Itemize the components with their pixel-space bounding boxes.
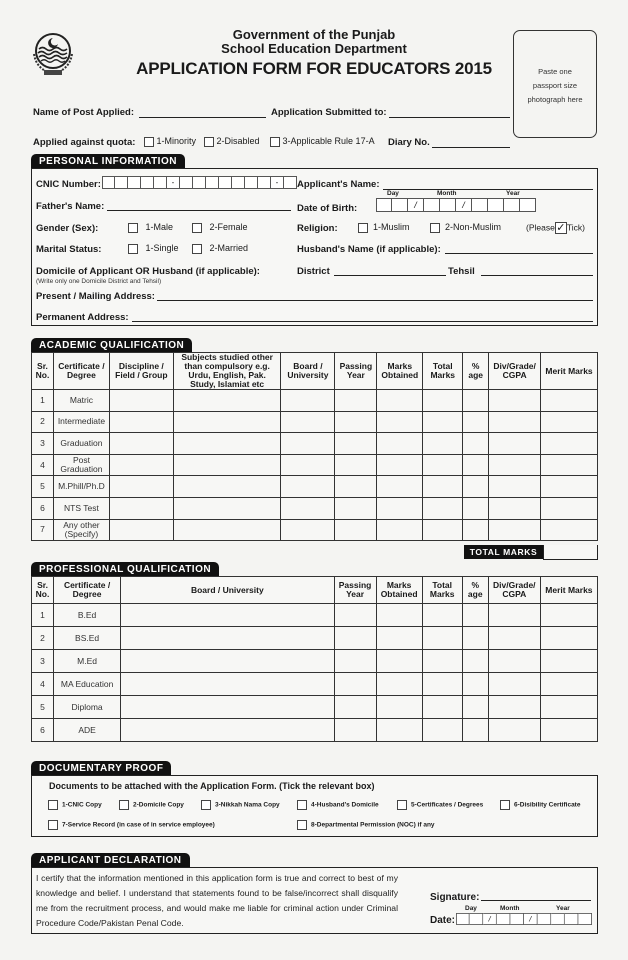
- entry-cell[interactable]: [173, 433, 281, 455]
- entry-cell[interactable]: [541, 519, 598, 541]
- col-header: Div/Grade/ CGPA: [488, 577, 540, 604]
- entry-cell[interactable]: [173, 497, 281, 519]
- religion-muslim-checkbox[interactable]: [358, 223, 368, 233]
- entry-cell[interactable]: [423, 476, 463, 498]
- dob-input[interactable]: [376, 198, 536, 217]
- entry-cell[interactable]: [540, 673, 597, 696]
- entry-cell[interactable]: [335, 390, 377, 412]
- dob-digit-cell[interactable]: [424, 198, 440, 212]
- col-header: Board / University: [281, 353, 335, 390]
- entry-cell[interactable]: [489, 433, 541, 455]
- quota-option-label: 1-Minority: [156, 136, 197, 146]
- dob-digit-cell[interactable]: [472, 198, 488, 212]
- entry-cell[interactable]: [335, 433, 377, 455]
- col-header: % age: [462, 577, 488, 604]
- tehsil-label: Tehsil: [448, 266, 475, 277]
- entry-cell[interactable]: [422, 673, 462, 696]
- cnic-digit-cell[interactable]: [232, 176, 245, 189]
- cnic-digit-cell[interactable]: [128, 176, 141, 189]
- declaration-date-digit-cell[interactable]: [497, 913, 511, 925]
- academic-row: [32, 390, 598, 412]
- entry-cell[interactable]: [377, 497, 423, 519]
- entry-cell[interactable]: [173, 476, 281, 498]
- entry-cell[interactable]: [462, 604, 488, 627]
- domicile-note: (Write only one Domicile District and Tehsil): [36, 278, 162, 285]
- cnic-digit-cell[interactable]: [193, 176, 206, 189]
- date-year-caption: Year: [556, 905, 570, 912]
- applicant-name-label: Applicant's Name:: [297, 179, 380, 190]
- declaration-date-digit-cell[interactable]: [538, 913, 552, 925]
- documentary-section-tab: DOCUMENTARY PROOF: [31, 761, 171, 775]
- entry-cell[interactable]: [540, 719, 597, 742]
- col-header: Div/Grade/ CGPA: [489, 353, 541, 390]
- professional-row: [32, 627, 598, 650]
- col-header: % age: [463, 353, 489, 390]
- entry-cell[interactable]: [423, 433, 463, 455]
- entry-cell[interactable]: [489, 390, 541, 412]
- entry-cell[interactable]: [463, 519, 489, 541]
- district-label: District: [297, 266, 330, 277]
- entry-cell[interactable]: [334, 650, 376, 673]
- dob-digit-cell[interactable]: [520, 198, 536, 212]
- declaration-date-digit-cell[interactable]: [551, 913, 565, 925]
- academic-table: [31, 352, 598, 541]
- entry-cell[interactable]: [121, 650, 334, 673]
- col-header: Sr. No.: [32, 577, 54, 604]
- doc-service-record-checkbox[interactable]: [48, 820, 58, 830]
- col-header: Board / University: [121, 577, 334, 604]
- cnic-digit-cell[interactable]: [102, 176, 115, 189]
- cnic-separator: -: [167, 176, 180, 189]
- degree-cell: M.Ed: [54, 650, 121, 673]
- sr-no-cell: 2: [32, 411, 54, 433]
- cnic-digit-cell[interactable]: [219, 176, 232, 189]
- entry-cell[interactable]: [422, 650, 462, 673]
- entry-cell[interactable]: [463, 454, 489, 476]
- entry-cell[interactable]: [488, 650, 540, 673]
- dob-year-caption: Year: [506, 190, 520, 197]
- entry-cell[interactable]: [334, 719, 376, 742]
- religion-option-label: 2-Non-Muslim: [445, 222, 502, 232]
- degree-cell: Matric: [53, 390, 109, 412]
- marital-option-label: 1-Single: [145, 243, 179, 253]
- quota-option-label: 2-Disabled: [216, 136, 260, 146]
- professional-row: [32, 719, 598, 742]
- tick-icon: ✓: [556, 222, 566, 234]
- entry-cell[interactable]: [377, 433, 423, 455]
- col-header: Certificate / Degree: [54, 577, 121, 604]
- col-header: Passing Year: [334, 577, 376, 604]
- sr-no-cell: 2: [32, 627, 54, 650]
- entry-cell[interactable]: [377, 454, 423, 476]
- government-heading: Government of the Punjab: [232, 27, 396, 42]
- entry-cell[interactable]: [281, 476, 335, 498]
- degree-cell: Graduation: [53, 433, 109, 455]
- dob-digit-cell[interactable]: [504, 198, 520, 212]
- tick-hint-text: (Please: [526, 222, 555, 233]
- cnic-digit-cell[interactable]: [258, 176, 271, 189]
- entry-cell[interactable]: [463, 433, 489, 455]
- entry-cell[interactable]: [376, 627, 422, 650]
- doc-label: 5-Certificates / Degrees: [411, 801, 484, 809]
- entry-cell[interactable]: [173, 454, 281, 476]
- degree-cell: ADE: [54, 719, 121, 742]
- academic-row: [32, 497, 598, 519]
- entry-cell[interactable]: [423, 390, 463, 412]
- entry-cell[interactable]: [109, 476, 173, 498]
- professional-row: [32, 604, 598, 627]
- permanent-address-label: Permanent Address:: [36, 312, 129, 323]
- dob-month-caption: Month: [437, 190, 457, 197]
- col-header: Total Marks: [423, 353, 463, 390]
- doc-husband-domicile-checkbox[interactable]: [297, 800, 307, 810]
- post-applied-label: Name of Post Applied:: [33, 107, 134, 118]
- doc-noc-checkbox[interactable]: [297, 820, 307, 830]
- entry-cell[interactable]: [334, 696, 376, 719]
- entry-cell[interactable]: [540, 696, 597, 719]
- entry-cell[interactable]: [462, 696, 488, 719]
- dob-separator: /: [408, 198, 424, 212]
- diary-field[interactable]: [432, 147, 510, 148]
- present-address-label: Present / Mailing Address:: [36, 291, 155, 302]
- entry-cell[interactable]: [489, 454, 541, 476]
- quota-label: Applied against quota:: [33, 137, 136, 148]
- entry-cell[interactable]: [281, 519, 335, 541]
- religion-nonmuslim-checkbox[interactable]: [430, 223, 440, 233]
- marital-single-checkbox[interactable]: [128, 244, 138, 254]
- entry-cell[interactable]: [462, 627, 488, 650]
- entry-cell[interactable]: [423, 411, 463, 433]
- entry-cell[interactable]: [121, 627, 334, 650]
- doc-label: 1-CNIC Copy: [62, 801, 102, 809]
- tick-hint-text: Tick): [566, 222, 585, 233]
- signature-field[interactable]: [481, 900, 591, 901]
- declaration-date-digit-cell[interactable]: [470, 913, 484, 925]
- professional-row: [32, 673, 598, 696]
- entry-cell[interactable]: [541, 497, 598, 519]
- entry-cell[interactable]: [540, 604, 597, 627]
- entry-cell[interactable]: [334, 604, 376, 627]
- degree-cell: M.Phill/Ph.D: [53, 476, 109, 498]
- entry-cell[interactable]: [376, 673, 422, 696]
- entry-cell[interactable]: [281, 390, 335, 412]
- entry-cell[interactable]: [173, 411, 281, 433]
- academic-row: [32, 433, 598, 455]
- cnic-digit-cell[interactable]: [141, 176, 154, 189]
- declaration-date-input[interactable]: [456, 913, 616, 932]
- entry-cell[interactable]: [281, 433, 335, 455]
- academic-section-tab: ACADEMIC QUALIFICATION: [31, 338, 192, 352]
- degree-cell: Post Graduation: [53, 454, 109, 476]
- col-header: Sr. No.: [32, 353, 54, 390]
- entry-cell[interactable]: [422, 627, 462, 650]
- professional-header-row: [32, 577, 598, 604]
- dob-separator: /: [456, 198, 472, 212]
- entry-cell[interactable]: [335, 519, 377, 541]
- cnic-digit-cell[interactable]: [284, 176, 297, 189]
- entry-cell[interactable]: [281, 497, 335, 519]
- col-header: Merit Marks: [540, 577, 597, 604]
- marital-label: Marital Status:: [36, 244, 102, 255]
- entry-cell[interactable]: [109, 433, 173, 455]
- dob-digit-cell[interactable]: [488, 198, 504, 212]
- entry-cell[interactable]: [334, 627, 376, 650]
- declaration-date-separator: /: [524, 913, 538, 925]
- diary-label: Diary No.: [388, 137, 430, 148]
- department-heading: School Education Department: [221, 41, 407, 56]
- religion-label: Religion:: [297, 223, 338, 234]
- marital-married-checkbox[interactable]: [192, 244, 202, 254]
- gender-option-label: 1-Male: [145, 222, 174, 232]
- applicant-name-field[interactable]: [383, 189, 593, 190]
- submitted-to-field[interactable]: [389, 117, 510, 118]
- col-header: Total Marks: [422, 577, 462, 604]
- entry-cell[interactable]: [423, 454, 463, 476]
- religion-option-label: 1-Muslim: [373, 222, 410, 232]
- declaration-date-digit-cell[interactable]: [578, 913, 592, 925]
- entry-cell[interactable]: [541, 433, 598, 455]
- signature-label: Signature:: [430, 892, 480, 903]
- cnic-digit-cell[interactable]: [245, 176, 258, 189]
- gender-option-label: 2-Female: [209, 222, 248, 232]
- quota-option-label: 3-Applicable Rule 17-A: [282, 136, 375, 146]
- sr-no-cell: 5: [32, 476, 54, 498]
- gender-label: Gender (Sex):: [36, 223, 99, 234]
- entry-cell[interactable]: [541, 390, 598, 412]
- sr-no-cell: 6: [32, 497, 54, 519]
- domicile-label: Domicile of Applicant OR Husband (if applicable):: [36, 266, 260, 277]
- submitted-to-label: Application Submitted to:: [271, 107, 387, 118]
- entry-cell[interactable]: [423, 519, 463, 541]
- doc-nikkah-checkbox[interactable]: [201, 800, 211, 810]
- degree-cell: B.Ed: [54, 604, 121, 627]
- entry-cell[interactable]: [335, 497, 377, 519]
- entry-cell[interactable]: [540, 650, 597, 673]
- academic-header-row: [32, 353, 598, 390]
- tehsil-field[interactable]: [481, 275, 593, 276]
- declaration-section-tab: APPLICANT DECLARATION: [31, 853, 190, 867]
- date-label: Date:: [430, 915, 456, 926]
- form-title: APPLICATION FORM FOR EDUCATORS 2015: [136, 59, 492, 78]
- professional-table: [31, 576, 598, 742]
- col-header: Certificate / Degree: [53, 353, 109, 390]
- tick-hint: [526, 222, 585, 234]
- gender-male-checkbox[interactable]: [128, 223, 138, 233]
- entry-cell[interactable]: [335, 411, 377, 433]
- entry-cell[interactable]: [422, 696, 462, 719]
- entry-cell[interactable]: [488, 627, 540, 650]
- entry-cell[interactable]: [109, 390, 173, 412]
- sr-no-cell: 4: [32, 673, 54, 696]
- doc-label: 6-Disibility Certificate: [514, 801, 581, 809]
- dob-label: Date of Birth:: [297, 203, 358, 214]
- post-applied-field[interactable]: [139, 117, 266, 118]
- declaration-date-separator: /: [483, 913, 497, 925]
- entry-cell[interactable]: [463, 411, 489, 433]
- declaration-date-digit-cell[interactable]: [510, 913, 524, 925]
- professional-row: [32, 696, 598, 719]
- cnic-label: CNIC Number:: [36, 179, 101, 190]
- father-name-field[interactable]: [107, 210, 291, 211]
- col-header: Merit Marks: [541, 353, 598, 390]
- sr-no-cell: 3: [32, 650, 54, 673]
- entry-cell[interactable]: [489, 476, 541, 498]
- entry-cell[interactable]: [121, 673, 334, 696]
- entry-cell[interactable]: [121, 696, 334, 719]
- entry-cell[interactable]: [376, 650, 422, 673]
- cnic-digit-cell[interactable]: [206, 176, 219, 189]
- entry-cell[interactable]: [422, 719, 462, 742]
- entry-cell[interactable]: [377, 390, 423, 412]
- sr-no-cell: 6: [32, 719, 54, 742]
- photo-hint-line: Paste one: [538, 67, 572, 76]
- academic-row: [32, 519, 598, 541]
- entry-cell[interactable]: [463, 497, 489, 519]
- doc-label: 7-Service Record (in case of in service employee): [62, 821, 215, 829]
- col-header: Discipline / Field / Group: [109, 353, 173, 390]
- entry-cell[interactable]: [489, 519, 541, 541]
- husband-name-label: Husband's Name (if applicable):: [297, 244, 441, 255]
- photo-hint-line: passport size: [532, 81, 578, 90]
- dob-day-caption: Day: [387, 190, 399, 197]
- entry-cell[interactable]: [109, 454, 173, 476]
- entry-cell[interactable]: [281, 454, 335, 476]
- entry-cell[interactable]: [377, 476, 423, 498]
- sr-no-cell: 7: [32, 519, 54, 541]
- entry-cell[interactable]: [121, 604, 334, 627]
- degree-cell: Any other (Specify): [53, 519, 109, 541]
- declaration-date-digit-cell[interactable]: [565, 913, 579, 925]
- photo-hint-line: photograph here: [527, 95, 583, 104]
- cnic-input[interactable]: [102, 174, 297, 192]
- entry-cell[interactable]: [463, 476, 489, 498]
- permanent-address-field[interactable]: [132, 321, 593, 322]
- date-month-caption: Month: [500, 905, 520, 912]
- entry-cell[interactable]: [109, 411, 173, 433]
- sr-no-cell: 1: [32, 604, 54, 627]
- cnic-digit-cell[interactable]: [154, 176, 167, 189]
- entry-cell[interactable]: [173, 519, 281, 541]
- husband-name-field[interactable]: [445, 253, 593, 254]
- entry-cell[interactable]: [488, 673, 540, 696]
- degree-cell: MA Education: [54, 673, 121, 696]
- dob-digit-cell[interactable]: [440, 198, 456, 212]
- degree-cell: NTS Test: [53, 497, 109, 519]
- col-header: Marks Obtained: [376, 577, 422, 604]
- marital-option-label: 2-Married: [209, 243, 249, 253]
- academic-row: [32, 476, 598, 498]
- documentary-instruction: Documents to be attached with the Application Form. (Tick the relevant box): [49, 781, 375, 791]
- academic-row: [32, 454, 598, 476]
- academic-row: [32, 411, 598, 433]
- entry-cell[interactable]: [489, 411, 541, 433]
- doc-domicile-checkbox[interactable]: [119, 800, 129, 810]
- dob-digit-cell[interactable]: [376, 198, 392, 212]
- personal-section-tab: PERSONAL INFORMATION: [31, 154, 185, 168]
- sr-no-cell: 5: [32, 696, 54, 719]
- doc-disability-checkbox[interactable]: [500, 800, 510, 810]
- entry-cell[interactable]: [489, 497, 541, 519]
- entry-cell[interactable]: [541, 454, 598, 476]
- col-header: Passing Year: [335, 353, 377, 390]
- entry-cell[interactable]: [376, 604, 422, 627]
- col-header: Subjects studied other than compulsory e.g. Urdu, English, Pak. Study, Islamiat etc: [173, 353, 281, 390]
- total-marks-field[interactable]: [543, 545, 598, 560]
- total-marks-label: TOTAL MARKS: [464, 545, 543, 559]
- entry-cell[interactable]: [377, 519, 423, 541]
- entry-cell[interactable]: [541, 476, 598, 498]
- district-field[interactable]: [334, 275, 446, 276]
- gender-female-checkbox[interactable]: [192, 223, 202, 233]
- entry-cell[interactable]: [462, 650, 488, 673]
- doc-label: 3-Nikkah Nama Copy: [215, 801, 280, 809]
- entry-cell[interactable]: [109, 497, 173, 519]
- degree-cell: BS.Ed: [54, 627, 121, 650]
- sr-no-cell: 1: [32, 390, 54, 412]
- entry-cell[interactable]: [488, 604, 540, 627]
- entry-cell[interactable]: [422, 604, 462, 627]
- entry-cell[interactable]: [488, 719, 540, 742]
- entry-cell[interactable]: [541, 411, 598, 433]
- doc-label: 8-Departmental Permission (NOC) if any: [311, 821, 435, 829]
- entry-cell[interactable]: [109, 519, 173, 541]
- entry-cell[interactable]: [488, 696, 540, 719]
- quota-minority-checkbox[interactable]: [144, 137, 154, 147]
- professional-row: [32, 650, 598, 673]
- photo-box[interactable]: [513, 30, 597, 138]
- entry-cell[interactable]: [121, 719, 334, 742]
- entry-cell[interactable]: [462, 719, 488, 742]
- doc-label: 2-Domicile Copy: [133, 801, 184, 809]
- entry-cell[interactable]: [334, 673, 376, 696]
- entry-cell[interactable]: [281, 411, 335, 433]
- entry-cell[interactable]: [376, 719, 422, 742]
- cnic-separator: -: [271, 176, 284, 189]
- entry-cell[interactable]: [540, 627, 597, 650]
- father-name-label: Father's Name:: [36, 201, 105, 212]
- quota-disabled-checkbox[interactable]: [204, 137, 214, 147]
- entry-cell[interactable]: [463, 390, 489, 412]
- doc-cnic-checkbox[interactable]: [48, 800, 58, 810]
- col-header: Marks Obtained: [377, 353, 423, 390]
- entry-cell[interactable]: [173, 390, 281, 412]
- present-address-field[interactable]: [157, 300, 593, 301]
- doc-certificates-checkbox[interactable]: [397, 800, 407, 810]
- declaration-text: I certify that the information mentioned in this application form is true and correct to best of my knowledge and belief. I understand that statements found to be false/incorrect shall disqualify me from the recruitment process, and would make me liable for criminal action under Criminal Procedure Code/Pakistan Penal Code.: [36, 873, 398, 928]
- cnic-digit-cell[interactable]: [115, 176, 128, 189]
- dob-digit-cell[interactable]: [392, 198, 408, 212]
- entry-cell[interactable]: [377, 411, 423, 433]
- degree-cell: Diploma: [54, 696, 121, 719]
- date-day-caption: Day: [465, 905, 477, 912]
- declaration-date-digit-cell[interactable]: [456, 913, 470, 925]
- entry-cell[interactable]: [462, 673, 488, 696]
- sr-no-cell: 4: [32, 454, 54, 476]
- cnic-digit-cell[interactable]: [180, 176, 193, 189]
- doc-label: 4-Husband's Domicile: [311, 801, 379, 809]
- degree-cell: Intermediate: [53, 411, 109, 433]
- entry-cell[interactable]: [423, 497, 463, 519]
- entry-cell[interactable]: [335, 476, 377, 498]
- entry-cell[interactable]: [335, 454, 377, 476]
- sr-no-cell: 3: [32, 433, 54, 455]
- entry-cell[interactable]: [376, 696, 422, 719]
- professional-section-tab: PROFESSIONAL QUALIFICATION: [31, 562, 219, 576]
- quota-rule17a-checkbox[interactable]: [270, 137, 280, 147]
